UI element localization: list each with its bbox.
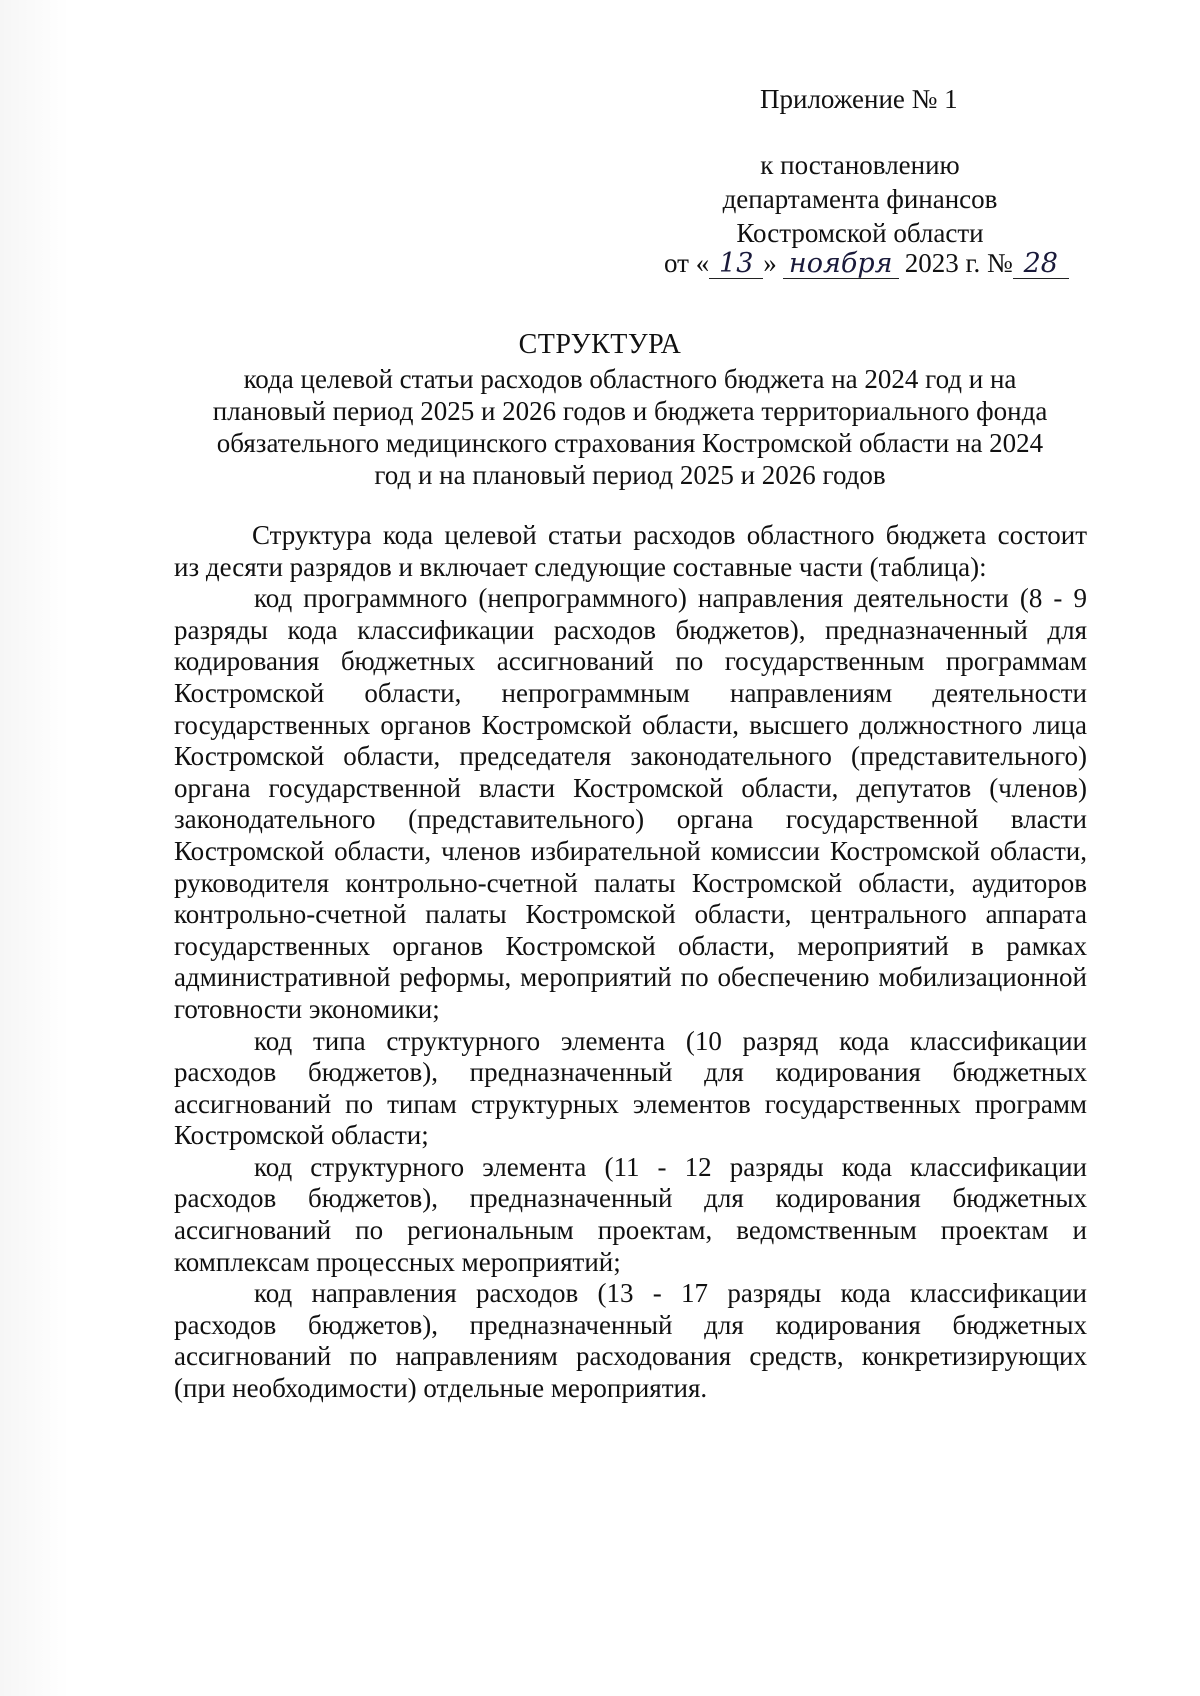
scan-edge-shading [0,0,70,1696]
appendix-line: к постановлению [760,150,960,180]
date-prefix: от « [664,248,710,278]
document-subtitle [180,363,1080,491]
subtitle-line: обязательного медицинского страхования Костромской области на 2024 [216,428,1044,458]
date-year: 2023 г. № [904,248,1013,278]
handwritten-doc-number: 28 [1013,250,1069,279]
date-close-quote: » [763,248,777,278]
appendix-line: департамента финансов [722,184,998,214]
subtitle-line: год и на плановый период 2025 и 2026 годов [374,460,886,490]
body-paragraph-direction-code: код направления расходов (13 - 17 разряды кода классификации расходов бюджетов), предназначенный для кодирования бюджетных ассигнований по направлениям расходования средств, конкретизирующих (при необходимости) отдельные мероприятия. [174,1278,1087,1404]
body-paragraph-intro: Структура кода целевой статьи расходов областного бюджета состоит из десяти разрядов и включает следующие составные части (таблица): [174,520,1087,582]
appendix-reference [700,148,1020,250]
appendix-line: Костромской области [736,218,984,248]
handwritten-day: 13 [709,250,763,279]
body-paragraph-program-code: код программного (непрограммного) направления деятельности (8 - 9 разряды кода классификации расходов бюджетов), предназначенный для кодирования бюджетных ассигнований по государственным программам Костромской области, непрограммным направлениям деятельности государственных органов Костромской области, высшего должностного лица Костромской области, председателя законодательного (представительного) органа государственной власти Костромской области, депутатов (членов) законодательного (представительного) органа государственной власти Костромской области, членов избирательной комиссии Костромской области, руководителя контрольно-счетной палаты Костромской области, аудиторов контрольно-счетной палаты Костромской области, центрального аппарата государственных органов Костромской области, мероприятий в рамках административной реформы, мероприятий по обеспечению мобилизационной готовности экономики; [174,583,1087,1024]
subtitle-line: кода целевой статьи расходов областного бюджета на 2024 год и на [243,364,1017,394]
appendix-title: Приложение № 1 [760,84,958,114]
body-paragraph-element-type-code: код типа структурного элемента (10 разряд кода классификации расходов бюджетов), предназначенный для кодирования бюджетных ассигнований по типам структурных элементов государственных программ Костромской области; [174,1025,1087,1151]
subtitle-line: плановый период 2025 и 2026 годов и бюджета территориального фонда [212,396,1048,426]
date-line [664,245,1069,281]
document-heading: СТРУКТУРА [518,329,682,360]
body-paragraph-element-code: код структурного элемента (11 - 12 разряды кода классификации расходов бюджетов), предназначенный для кодирования бюджетных ассигнований по региональным проектам, ведомственным проектам и комплексам процессных мероприятий; [174,1151,1087,1277]
handwritten-month: ноября [783,250,899,279]
document-body [174,520,1087,1405]
